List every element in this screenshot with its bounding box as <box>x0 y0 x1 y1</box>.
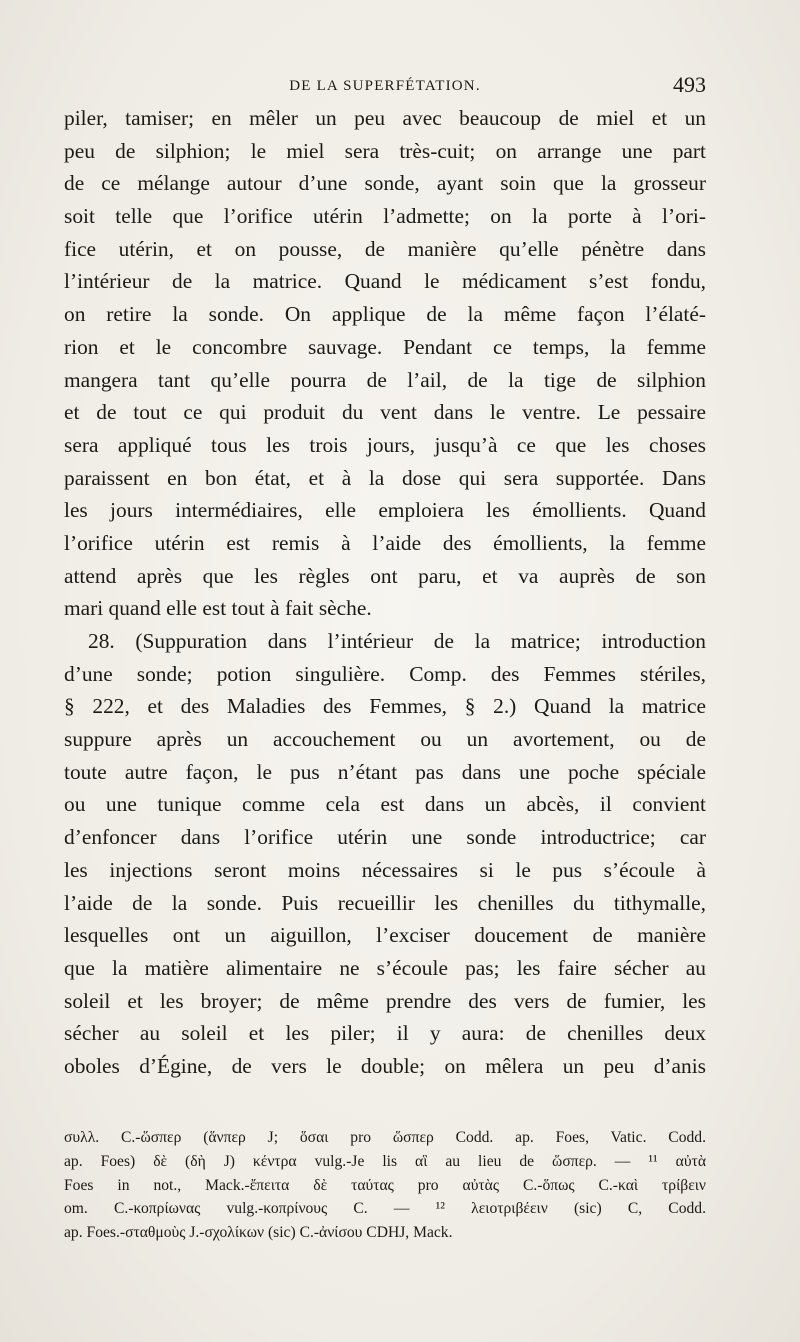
body-line: que la matière alimentaire ne s’écoule pas; les faire sécher au <box>64 955 706 980</box>
body-line: l’orifice utérin est remis à l’aide des émollients, la femme <box>64 530 706 555</box>
running-header <box>64 74 706 100</box>
body-line: soleil et les broyer; de même prendre des vers de fumier, les <box>64 988 706 1013</box>
body-line: rion et le concombre sauvage. Pendant ce temps, la femme <box>64 334 706 359</box>
running-title: DE LA SUPERFÉTATION. <box>289 78 481 94</box>
footnote-line: συλλ. C.-ὥσπερ (ἅνπερ J; ὅσαι pro ὥσπερ Codd. ap. Foes, Vatic. Codd. <box>64 1129 706 1146</box>
section-heading-line: 28. (Suppuration dans l’intérieur de la matrice; introduction <box>88 629 706 653</box>
footnote-line: Foes in not., Mack.-ἔπειτα δὲ ταύτας pro αὐτὰς C.-ὅπως C.-καὶ τρίβειν <box>64 1176 706 1194</box>
body-line: attend après que les règles ont paru, et va auprès de son <box>64 563 706 588</box>
body-line: mangera tant qu’elle pourra de l’ail, de la tige de silphion <box>64 367 706 392</box>
footnote-line: ap. Foes.-σταθμοὺς J.-σχολίκων (sic) C.-ἀνίσου CDHJ, Mack. <box>64 1224 453 1242</box>
body-line: on retire la sonde. On applique de la même façon l’élaté- <box>64 302 706 327</box>
body-line: sera appliqué tous les trois jours, jusqu’à ce que les choses <box>64 432 706 457</box>
body-line: soit telle que l’orifice utérin l’admette; on la porte à l’ori- <box>64 204 706 229</box>
body-line: lesquelles ont un aiguillon, l’exciser doucement de manière <box>64 923 706 948</box>
body-line: toute autre façon, le pus n’étant pas dans une poche spéciale <box>64 759 706 784</box>
body-text <box>64 102 706 1083</box>
page-number: 493 <box>673 72 706 97</box>
body-line: ou une tunique comme cela est dans un abcès, il convient <box>64 792 706 817</box>
body-line: oboles d’Égine, de vers le double; on mêlera un peu d’anis <box>64 1053 706 1078</box>
body-line: fice utérin, et on pousse, de manière qu’elle pénètre dans <box>64 236 706 261</box>
body-line: et de tout ce qui produit du vent dans le ventre. Le pessaire <box>64 400 706 425</box>
body-line: suppure après un accouchement ou un avortement, ou de <box>64 727 706 752</box>
body-line: paraissent en bon état, et à la dose qui sera supportée. Dans <box>64 465 706 490</box>
body-line: § 222, et des Maladies des Femmes, § 2.) Quand la matrice <box>64 694 706 719</box>
footnote-line: om. C.-κοπρίωνας vulg.-κοπρίνους C. — ¹² λειοτριβέειν (sic) C, Codd. <box>64 1200 706 1218</box>
footnotes <box>64 1126 706 1245</box>
body-line: les jours intermédiaires, elle emploiera les émollients. Quand <box>64 498 706 523</box>
body-line: sécher au soleil et les piler; il y aura: de chenilles deux <box>64 1021 706 1046</box>
footnote-line: ap. Foes) δὲ (δὴ J) κέντρα vulg.-Je lis αἳ au lieu de ὥσπερ. — ¹¹ αὐτὰ <box>64 1152 706 1170</box>
body-line: de ce mélange autour d’une sonde, ayant soin que la grosseur <box>64 171 706 196</box>
body-line: d’une sonde; potion singulière. Comp. des Femmes stériles, <box>64 661 706 686</box>
body-line: piler, tamiser; en mêler un peu avec beaucoup de miel et un <box>64 106 706 130</box>
body-line: peu de silphion; le miel sera très-cuit; on arrange une part <box>64 138 706 163</box>
body-line: l’aide de la sonde. Puis recueillir les chenilles du tithymalle, <box>64 890 706 915</box>
body-line: les injections seront moins nécessaires si le pus s’écoule à <box>64 857 706 882</box>
body-line: mari quand elle est tout à fait sèche. <box>64 596 372 621</box>
body-line: d’enfoncer dans l’orifice utérin une sonde introductrice; car <box>64 825 706 850</box>
body-line: l’intérieur de la matrice. Quand le médicament s’est fondu, <box>64 269 706 294</box>
